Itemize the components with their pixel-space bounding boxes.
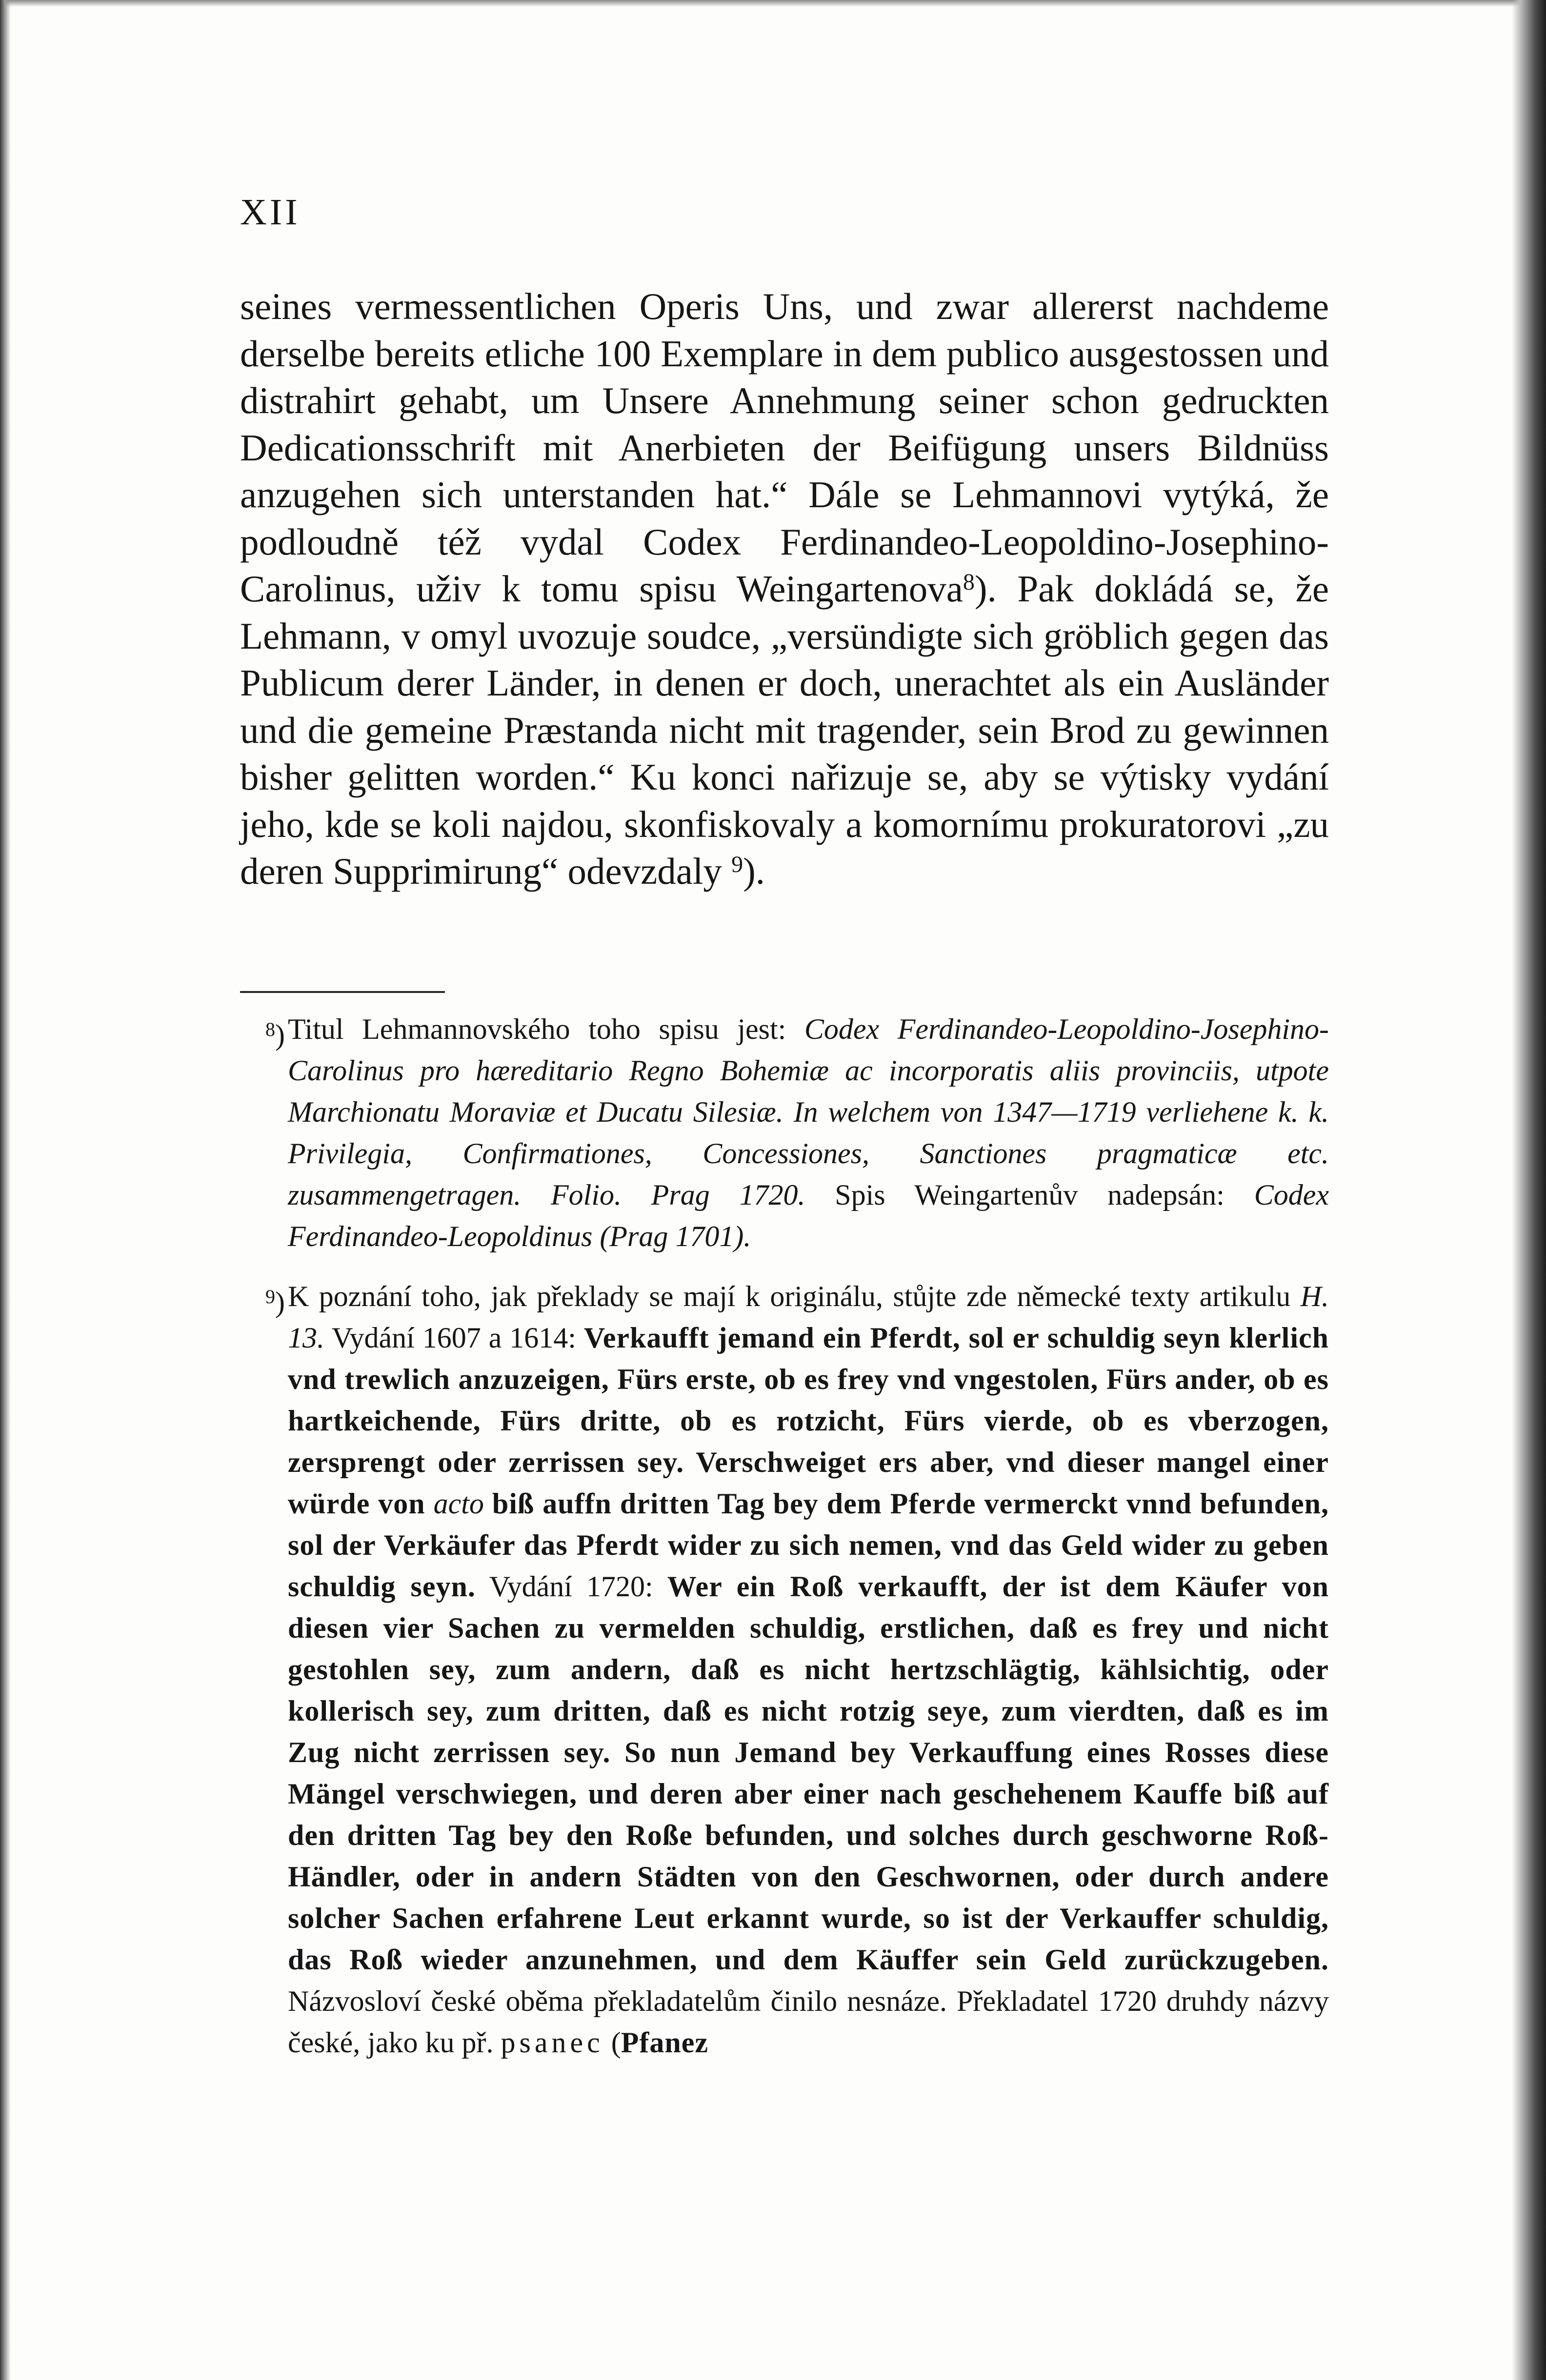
footnote-9-german-1720: Wer ein Roß verkaufft, der ist dem Käufer von diesen vier Sachen zu vermelden schuldig, erstlichen, daß es frey und nicht gestohlen sey, zum andern, daß es nicht hertzschlägtig, kählsichtig, oder kollerisch sey, zum dritten, daß es nicht rotzig seye, zum vierdten, daß es im Zug nicht zerrissen sey. So nun Jemand bey Verkauffung eines Rosses diese Mängel verschwiegen, und deren aber einer nach geschehenem Kauffe biß auf den dritten Tag bey den Roße befunden, und solches durch geschworne Roß-Händler, oder in andern Städten von den Geschwornen, oder durch andere solcher Sachen erfahrene Leut erkannt wurde, so ist der Verkauffer schuldig, das Roß wieder anzunehmen, und dem Käuffer sein Geld zurückzugeben. bbox=[288, 1570, 1329, 1976]
footnote-8 bbox=[240, 1009, 1329, 1257]
footnote-ref-8[interactable]: 8 bbox=[963, 569, 975, 595]
footnote-9-german-1607: Verkaufft jemand ein Pferdt, sol er schuldig seyn klerlich vnd trewlich anzuzeigen, Fürs erste, ob es frey vnd vngestolen, Fürs ander, ob es hartkeichende, Fürs dritte, ob es rotzicht, Fürs vierde, ob es vberzogen, zersprengt oder zerrissen sey. Verschweiget ers aber, vnd dieser mangel einer würde von bbox=[288, 1322, 1329, 1520]
footnote-9-psanec: psanec bbox=[501, 2026, 604, 2059]
footnote-9-article-ref: H. 13. bbox=[288, 1280, 1329, 1354]
footnote-8-text-2: Spis Weingartenův nadepsán: bbox=[805, 1179, 1254, 1211]
footnotes bbox=[240, 1009, 1329, 2063]
footnote-8-title-lehmann: Codex Ferdinandeo-Leopoldino-Josephino-Carolinus pro hæreditario Regno Bohemiæ ac incorporatis aliis provinciis, utpote Marchionatu Moraviæ et Ducatu Silesiæ. In welchem von 1347—1719 verliehene k. k. Privilegia, Confirmationes, Concessiones, Sanctiones pragmaticæ etc. zusammengetragen. Folio. Prag 1720. bbox=[288, 1013, 1329, 1211]
footnote-8-title-weingarten: Codex Ferdinandeo-Leopoldinus (Prag 1701). bbox=[288, 1179, 1329, 1252]
footnote-9-text-1: K poznání toho, jak překlady se mají k originálu, stůjte zde německé texty artikulu bbox=[288, 1280, 1301, 1312]
page-number: XII bbox=[240, 192, 301, 233]
footnote-9-pfanez: Pfanez bbox=[621, 2026, 709, 2059]
footnote-9-text-3: Vydání 1720: bbox=[475, 1570, 667, 1603]
footnote-marker-9: $^9$) bbox=[265, 1286, 285, 1318]
main-text bbox=[240, 283, 1329, 895]
footnote-marker-8: $^8$) bbox=[265, 1018, 285, 1051]
scan-right-edge bbox=[1512, 0, 1546, 2380]
footnote-9-acto: acto bbox=[433, 1488, 484, 1520]
main-text-part-2: ). Pak dokládá se, že Lehmann, v omyl uvozuje soudce, „versündigte sich gröblich gegen das Publicum derer Länder, in denen er doch, unerachtet als ein Ausländer und die gemeine Præstanda nicht mit tragender, sein Brod zu gewinnen bisher gelitten worden.“ Ku konci nařizuje se, aby se výtisky vydání jeho, kde se koli najdou, skonfiskovaly a komornímu prokuratorovi „zu deren Supprimirung“ odevzdaly bbox=[240, 568, 1329, 892]
main-text-part-1: seines vermessentlichen Operis Uns, und zwar allererst nachdeme derselbe bereits etliche 100 Exemplare in dem publico ausgestossen und distrahirt gehabt, um Unsere Annehmung seiner schon gedruckten Dedicationsschrift mit Anerbieten der Beifügung unsers Bildnüss anzugehen sich unterstanden hat.“ Dále se Lehmannovi vytýká, že podloudně též vydal Codex Ferdinandeo-Leopoldino-Josephino-Carolinus, uživ k tomu spisu Weingartenova bbox=[240, 285, 1329, 610]
scan-left-edge bbox=[0, 0, 11, 2380]
footnote-9 bbox=[240, 1276, 1329, 2063]
scan-top-edge bbox=[0, 0, 1546, 7]
footnote-9-text-4: Názvosloví české oběma překladatelům činilo nesnáze. Překladatel 1720 druhdy názvy české, jako ku př. bbox=[288, 1985, 1329, 2059]
footnote-8-text-1: Titul Lehmannovského toho spisu jest: bbox=[288, 1013, 804, 1045]
footnote-ref-9[interactable]: 9 bbox=[731, 852, 743, 877]
main-paragraph bbox=[240, 283, 1329, 895]
footnote-separator bbox=[240, 991, 445, 993]
footnote-9-text-2: Vydání 1607 a 1614: bbox=[324, 1322, 584, 1354]
footnote-9-text-5: ( bbox=[603, 2026, 621, 2059]
footnote-9-german-1607-end: biß auffn dritten Tag bey dem Pferde vermerckt vnnd befunden, sol der Verkäufer das Pferdt wider zu sich nemen, vnd das Geld wider zu geben schuldig seyn. bbox=[288, 1488, 1329, 1603]
main-text-part-3: ). bbox=[743, 850, 765, 892]
